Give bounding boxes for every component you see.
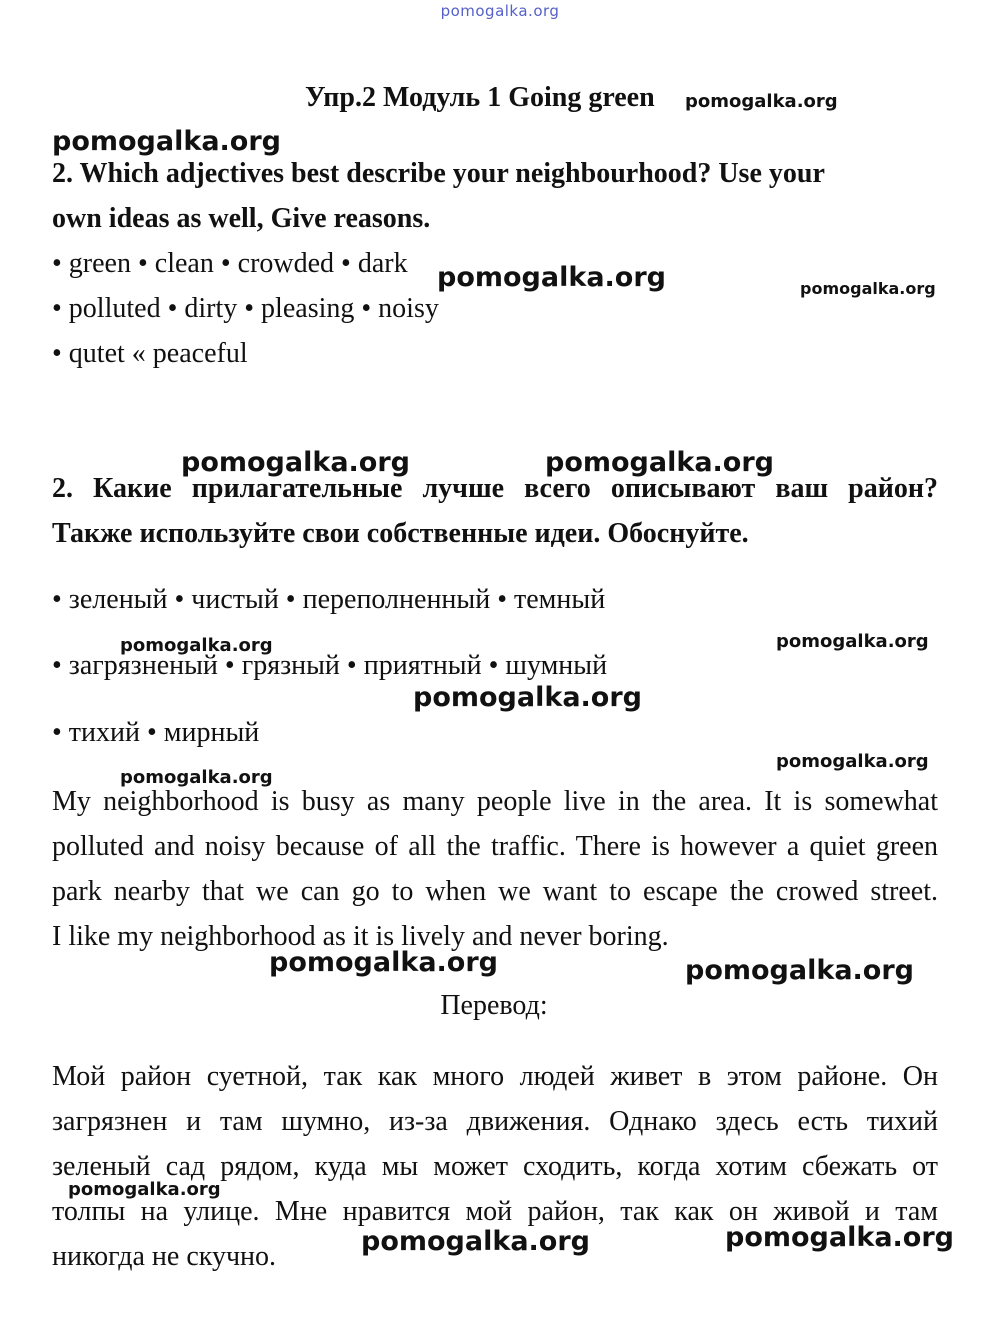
watermark: pomogalka.org [776,631,929,652]
answer-ru-line: Мой район суетной, так как много людей живет в этом районе. Он [52,1061,938,1092]
question-ru-line-1: 2. Какие прилагательные лучше всего описывают ваш район? [52,473,938,504]
watermark: pomogalka.org [120,767,273,788]
adjective-list-ru-line: • зеленый • чистый • переполненный • темный [52,584,606,615]
adjective-list-en-line: • polluted • dirty • pleasing • noisy [52,293,439,324]
adjective-list-en-line: • qutet « peaceful [52,338,248,369]
watermark: pomogalka.org [68,1179,221,1200]
watermark: pomogalka.org [545,447,774,478]
watermark: pomogalka.org [413,682,642,713]
watermark: pomogalka.org [52,126,281,157]
answer-ru-line: толпы на улице. Мне нравится мой район, так как он живой и там [52,1196,938,1227]
question-ru-line-2: Также используйте свои собственные идеи. Обоснуйте. [52,518,749,549]
translation-label: Перевод: [440,990,548,1021]
watermark: pomogalka.org [181,447,410,478]
answer-en-line: My neighborhood is busy as many people live in the area. It is somewhat [52,786,938,817]
watermark: pomogalka.org [361,1226,590,1257]
answer-en-line: polluted and noisy because of all the traffic. There is however a quiet green [52,831,938,862]
answer-ru-line: зеленый сад рядом, куда мы может сходить, когда хотим сбежать от [52,1151,938,1182]
answer-en-line: I like my neighborhood as it is lively and never boring. [52,921,669,952]
watermark: pomogalka.org [269,947,498,978]
page-title: Упр.2 Модуль 1 Going green [305,82,655,113]
watermark: pomogalka.org [685,91,838,112]
answer-ru-line: никогда не скучно. [52,1241,277,1272]
question-en-line-1: 2. Which adjectives best describe your neighbourhood? Use your [52,158,825,189]
adjective-list-ru-line: • загрязненый • грязный • приятный • шумный [52,650,608,681]
watermark: pomogalka.org [725,1222,954,1253]
watermark: pomogalka.org [437,262,666,293]
answer-ru-line: загрязнен и там шумно, из-за движения. Однако здесь есть тихий [52,1106,938,1137]
adjective-list-ru-line: • тихий • мирный [52,717,260,748]
watermark: pomogalka.org [800,279,936,298]
answer-en-line: park nearby that we can go to when we want to escape the crowed street. [52,876,938,907]
question-en-line-2: own ideas as well, Give reasons. [52,203,431,234]
watermark: pomogalka.org [685,955,914,986]
watermark: pomogalka.org [120,635,273,656]
adjective-list-en-line: • green • clean • crowded • dark [52,248,408,279]
watermark: pomogalka.org [776,751,929,772]
site-link[interactable]: pomogalka.org [440,2,560,20]
